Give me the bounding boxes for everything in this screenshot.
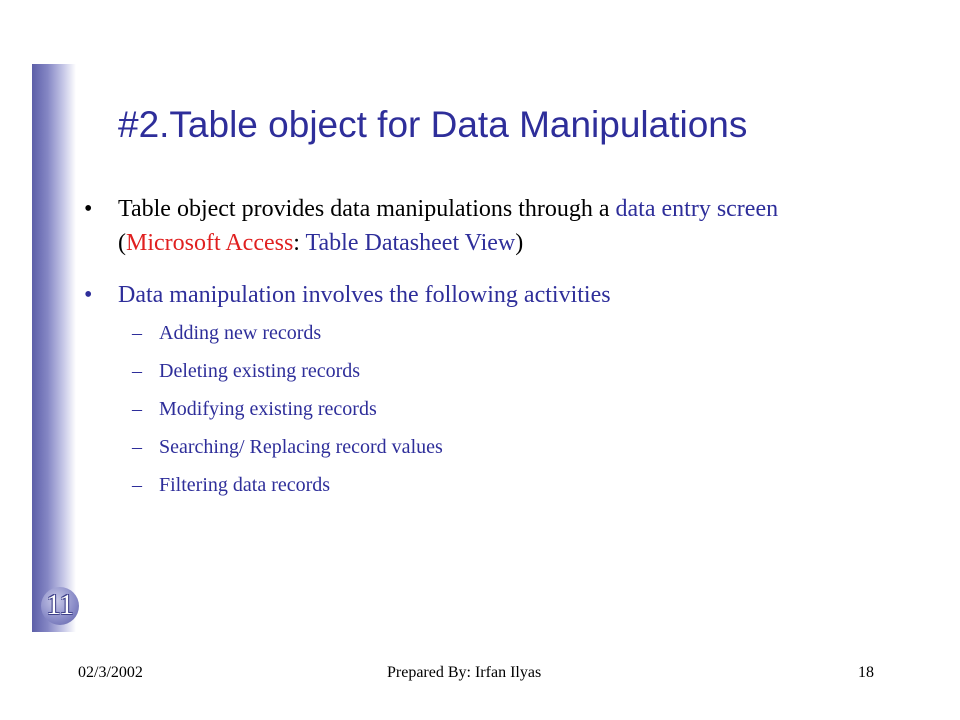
slide-content: [84, 192, 884, 510]
bullet-1-text: Table object provides data manipulations through a: [118, 196, 616, 222]
bullet-marker: •: [84, 282, 93, 308]
sub-item-marker: –: [132, 436, 142, 458]
sub-item-marker: –: [132, 474, 142, 496]
bullet-1-open-paren: (: [118, 230, 126, 256]
sub-item-list: [84, 320, 884, 510]
decorative-side-bar: [32, 64, 76, 632]
bullet-1-close-paren: ): [515, 230, 524, 256]
footer-page-number: 18: [858, 664, 874, 681]
sub-item-text: Searching/ Replacing record values: [159, 436, 443, 458]
badge-number: 11: [46, 590, 74, 621]
sub-item-marker: –: [132, 398, 142, 420]
footer-author: Prepared By: Irfan Ilyas: [387, 664, 542, 681]
sub-item-marker: –: [132, 322, 142, 344]
slide-title: #2.Table object for Data Manipulations: [118, 104, 748, 145]
sub-item: [84, 396, 884, 434]
data-entry-screen-term: data entry screen: [615, 196, 779, 222]
sub-item: [84, 434, 884, 472]
bullet-2-text: Data manipulation involves the following activities: [118, 282, 611, 308]
sub-item-text: Deleting existing records: [159, 360, 361, 382]
slide-number-badge: [41, 587, 79, 625]
microsoft-access-term: Microsoft Access: [126, 230, 294, 256]
sub-item: [84, 320, 884, 358]
bullet-marker: •: [84, 196, 93, 222]
datasheet-view-term: Table Datasheet View: [305, 230, 516, 256]
sub-item: [84, 472, 884, 510]
sub-item-text: Filtering data records: [159, 474, 331, 496]
sub-item: [84, 358, 884, 396]
sub-item-text: Adding new records: [159, 322, 322, 344]
sub-item-text: Modifying existing records: [159, 398, 377, 420]
bullet-1-colon: :: [293, 230, 306, 256]
sub-item-marker: –: [132, 360, 142, 382]
bullet-item-1: [84, 192, 884, 264]
footer-date: 02/3/2002: [78, 664, 143, 681]
bullet-item-2: [84, 278, 884, 312]
